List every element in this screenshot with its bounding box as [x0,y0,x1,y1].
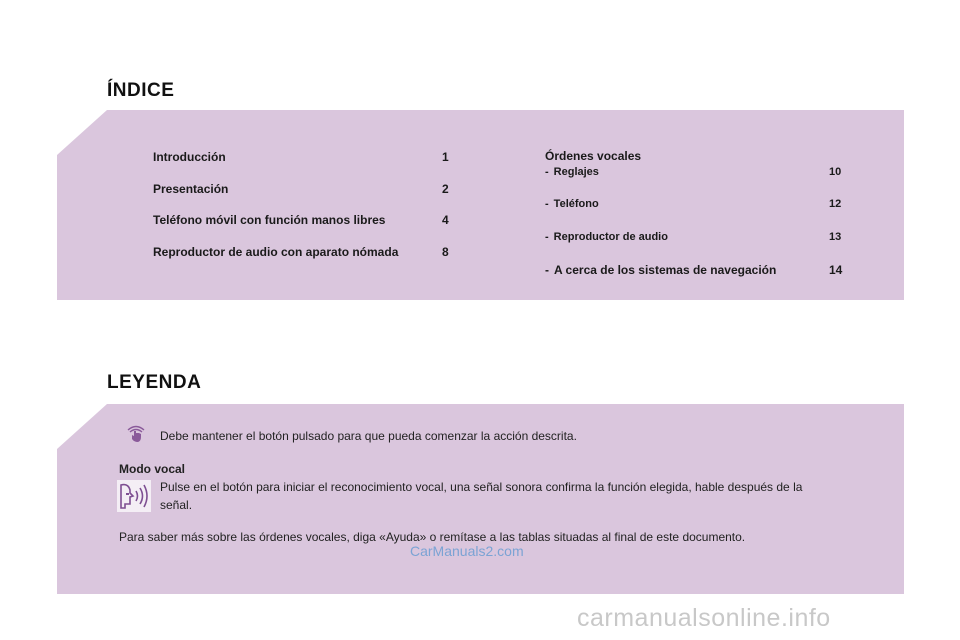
toc-item-page: 10 [829,166,842,178]
toc-item-label: Teléfono móvil con función manos libres [153,213,386,227]
toc-item-telefono[interactable] [545,198,842,210]
voice-mode-title: Modo vocal [119,462,186,476]
toc-dash: - [545,198,549,210]
toc-dash: - [545,231,549,243]
voice-mode-text-line1: Pulse en el botón para iniciar el reconocimiento vocal, una señal sonora confirma la función elegida, hable después de la [160,480,803,494]
toc-item-navegacion[interactable] [545,263,843,277]
watermark-carmanualsonline: carmanualsonline.info [577,604,831,632]
toc-item-reproductor-audio[interactable] [153,245,449,259]
toc-item-label: Reproductor de audio [553,231,668,243]
voice-command-icon [117,480,151,512]
index-panel [57,110,904,300]
toc-item-label: Introducción [153,150,226,164]
press-hold-icon [125,421,147,443]
toc-item-reproductor[interactable] [545,231,842,243]
voice-mode-text-line2: señal. [160,498,193,512]
index-title: ÍNDICE [107,80,175,101]
watermark-carmanuals2: CarManuals2.com [410,543,524,559]
toc-item-label: Presentación [153,182,229,196]
toc-item-page: 12 [829,198,842,210]
toc-item-label: Reproductor de audio con aparato nómada [153,245,399,259]
toc-item-page: 13 [829,231,842,243]
legend-title: LEYENDA [107,372,202,393]
toc-item-telefono-movil[interactable] [153,213,449,227]
toc-item-page: 4 [442,213,449,227]
toc-item-introduccion[interactable] [153,150,449,164]
toc-item-page: 8 [442,245,449,259]
toc-item-page: 2 [442,182,449,196]
toc-item-label: A cerca de los sistemas de navegación [554,263,777,277]
toc-item-page: 1 [442,150,449,164]
toc-item-presentacion[interactable] [153,182,449,196]
toc-item-reglajes[interactable] [545,166,842,178]
toc-dash: - [545,263,549,277]
toc-dash: - [545,166,549,178]
toc-item-label: Teléfono [553,198,599,210]
press-hold-text: Debe mantener el botón pulsado para que pueda comenzar la acción descrita. [160,429,577,443]
voice-orders-title: Órdenes vocales [545,149,642,163]
toc-item-page: 14 [829,263,843,277]
toc-item-label: Reglajes [553,166,599,178]
more-info-text: Para saber más sobre las órdenes vocales, diga «Ayuda» o remítase a las tablas situadas al final de este documento. [119,530,746,544]
